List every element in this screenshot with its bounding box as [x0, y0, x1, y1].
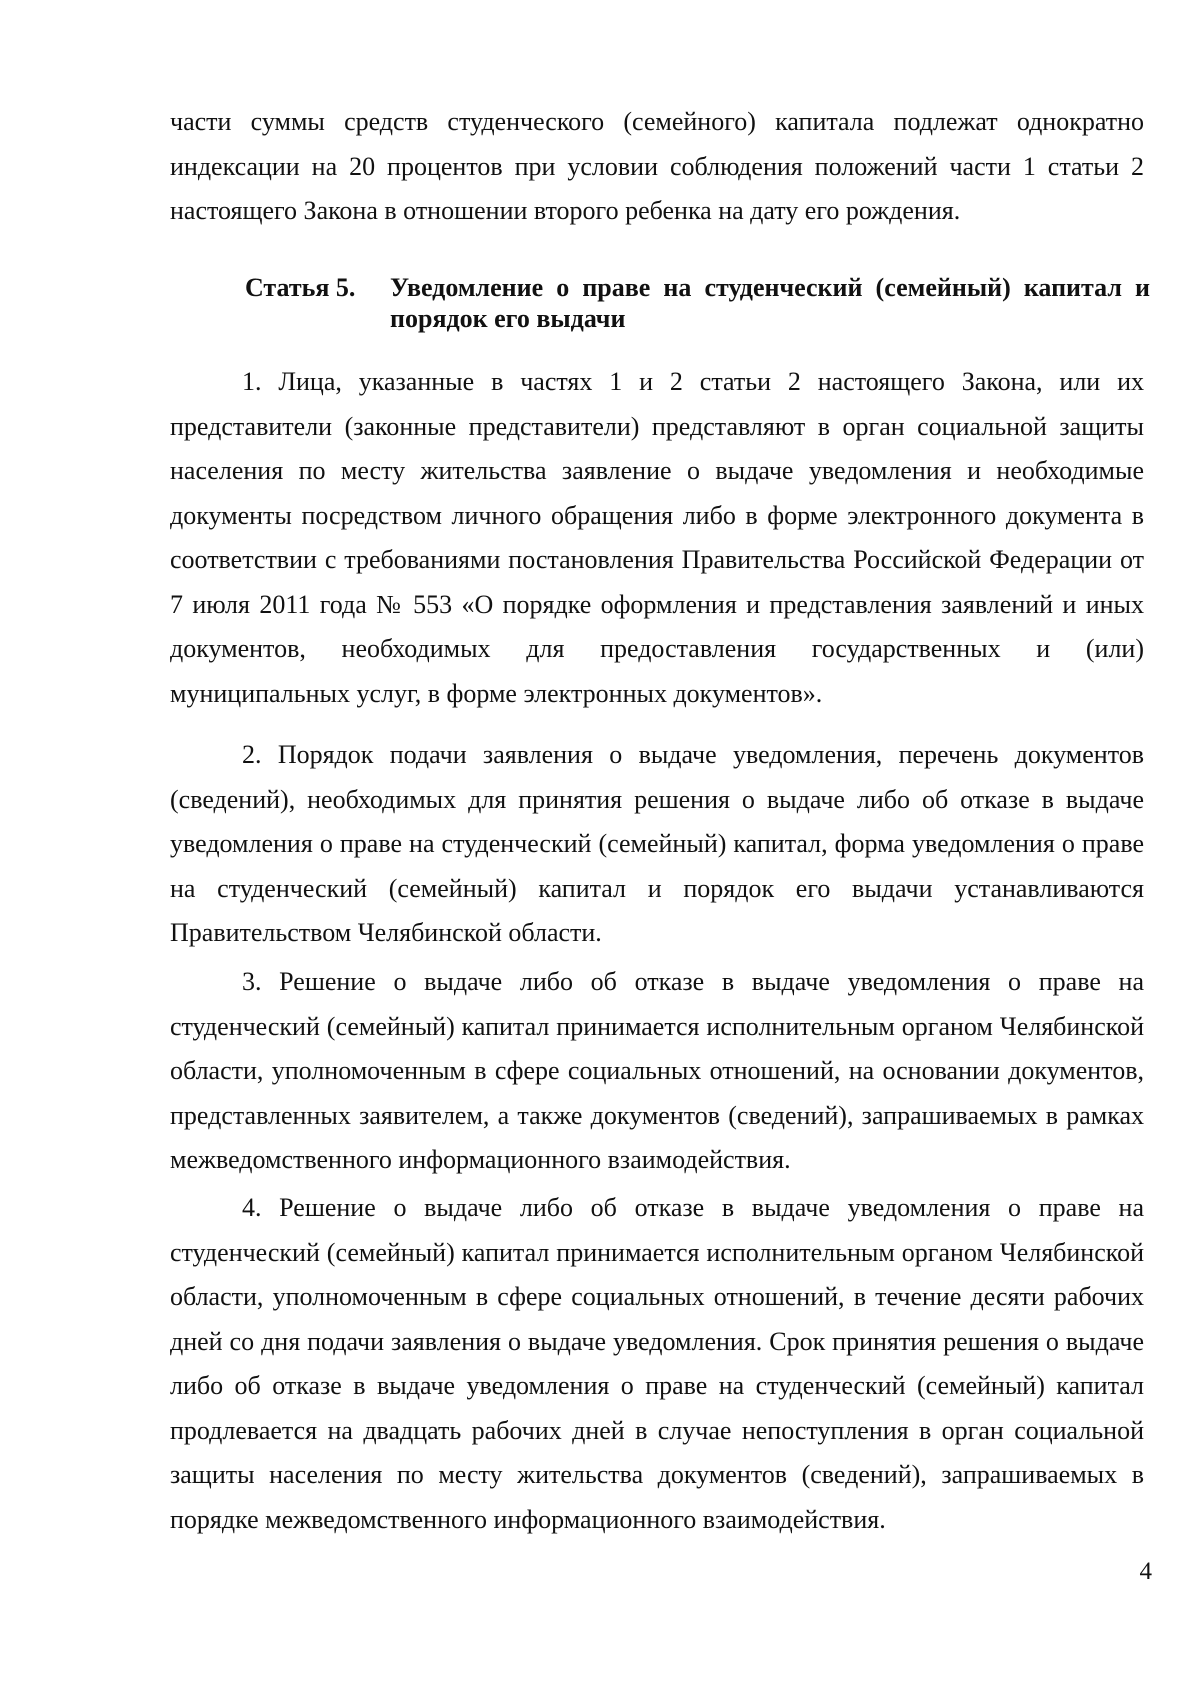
- article-title: Уведомление о праве на студенческий (семейный) капитал и порядок его выдачи: [390, 273, 1150, 333]
- paragraph-4: 4. Решение о выдаче либо об отказе в выдаче уведомления о праве на студенческий (семейный) капитал принимается исполнительным органом Челябинской области, уполномоченным в сфере социальных отношений, в течение десяти рабочих дней со дня подачи заявления о выдаче уведомления. Срок принятия решения о выдаче либо об отказе в выдаче уведомления о праве на студенческий (семейный) капитал продлевается на двадцать рабочих дней в случае непоступления в орган социальной защиты населения по месту жительства документов (сведений), запрашиваемых в порядке межведомственного информационного взаимодействия.: [170, 1193, 1144, 1534]
- intro-paragraph: части суммы средств студенческого (семейного) капитала подлежат однократно индексации на 20 процентов при условии соблюдения положений части 1 статьи 2 настоящего Закона в отношении второго ребенка на дату его рождения.: [170, 107, 1144, 225]
- paragraph-2: 2. Порядок подачи заявления о выдаче уведомления, перечень документов (сведений), необходимых для принятия решения о выдаче либо об отказе в выдаче уведомления о праве на студенческий (семейный) капитал, форма уведомления о праве на студенческий (семейный) капитал и порядок его выдачи устанавливаются Правительством Челябинской области.: [170, 740, 1144, 947]
- paragraph-3: 3. Решение о выдаче либо об отказе в выдаче уведомления о праве на студенческий (семейный) капитал принимается исполнительным органом Челябинской области, уполномоченным в сфере социальных отношений, на основании документов, представленных заявителем, а также документов (сведений), запрашиваемых в рамках межведомственного информационного взаимодействия.: [170, 967, 1144, 1174]
- article-heading: [245, 272, 1150, 334]
- article-number: Статья 5.: [245, 273, 356, 302]
- paragraph-1: 1. Лица, указанные в частях 1 и 2 статьи 2 настоящего Закона, или их представители (законные представители) представляют в орган социальной защиты населения по месту жительства заявление о выдаче уведомления и необходимые документы посредством личного обращения либо в форме электронного документа в соответствии с требованиями постановления Правительства Российской Федерации от 7 июля 2011 года № 553 «О порядке оформления и представления заявлений и иных документов, необходимых для предоставления государственных и (или) муниципальных услуг, в форме электронных документов».: [170, 367, 1144, 708]
- page-number: 4: [1139, 1558, 1152, 1585]
